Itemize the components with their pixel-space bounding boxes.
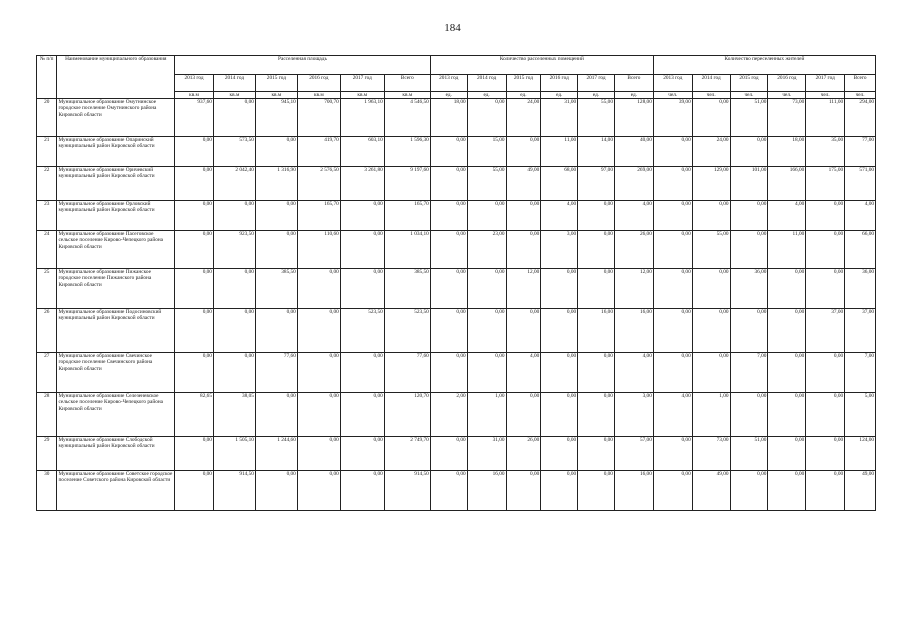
value-cell: 0,00 — [297, 353, 340, 393]
value-cell: 4,00 — [653, 393, 692, 437]
value-cell: 16,00 — [614, 471, 653, 511]
header-unit: чел. — [653, 92, 692, 99]
value-cell: 0,00 — [806, 231, 845, 269]
header-year: 2017 год — [340, 75, 384, 92]
value-cell: 0,00 — [653, 471, 692, 511]
value-cell: 55,00 — [467, 167, 506, 201]
value-cell: 4,00 — [506, 353, 541, 393]
value-cell: 0,00 — [653, 353, 692, 393]
value-cell: 18,00 — [768, 137, 806, 167]
header-unit: ед. — [541, 92, 578, 99]
value-cell: 0,00 — [430, 309, 467, 353]
value-cell: 0,00 — [430, 269, 467, 309]
value-cell: 77,60 — [384, 353, 430, 393]
row-number: 23 — [37, 201, 57, 231]
value-cell: 0,00 — [768, 471, 806, 511]
header-unit: чел. — [692, 92, 730, 99]
value-cell: 12,00 — [506, 269, 541, 309]
header-unit: кв.м — [255, 92, 297, 99]
table-row — [37, 437, 876, 471]
header-year: Всего — [614, 75, 653, 92]
header-unit: кв.м — [340, 92, 384, 99]
value-cell: 175,00 — [806, 167, 845, 201]
value-cell: 0,00 — [467, 353, 506, 393]
value-cell: 0,00 — [653, 269, 692, 309]
municipality-name: Муниципальное образование Орловский муниципальный район Кировской области — [57, 201, 175, 231]
value-cell: 5,00 — [845, 393, 876, 437]
value-cell: 385,50 — [384, 269, 430, 309]
value-cell: 101,00 — [730, 167, 768, 201]
value-cell: 57,00 — [614, 437, 653, 471]
value-cell: 0,00 — [255, 309, 297, 353]
header-unit: чел. — [806, 92, 845, 99]
value-cell: 68,00 — [541, 167, 578, 201]
value-cell: 0,00 — [255, 137, 297, 167]
value-cell: 0,00 — [175, 137, 214, 167]
value-cell: 0,00 — [430, 353, 467, 393]
row-number: 26 — [37, 309, 57, 353]
value-cell: 0,00 — [653, 201, 692, 231]
row-number: 29 — [37, 437, 57, 471]
value-cell: 914,50 — [213, 471, 255, 511]
value-cell: 0,00 — [506, 137, 541, 167]
municipality-name: Муниципальное образование Слободской муниципальный район Кировской области — [57, 437, 175, 471]
header-year: 2014 год — [213, 75, 255, 92]
value-cell: 36,00 — [730, 269, 768, 309]
municipality-name: Муниципальное образование Омутнинское городское поселение Омутнинского района Кировской области — [57, 99, 175, 137]
value-cell: 0,00 — [213, 269, 255, 309]
header-unit: ед. — [578, 92, 615, 99]
value-cell: 55,00 — [692, 231, 730, 269]
value-cell: 0,00 — [175, 231, 214, 269]
value-cell: 37,00 — [806, 309, 845, 353]
value-cell: 0,00 — [730, 393, 768, 437]
value-cell: 66,00 — [845, 231, 876, 269]
value-cell: 0,00 — [653, 309, 692, 353]
value-cell: 124,00 — [845, 437, 876, 471]
table-row — [37, 99, 876, 137]
value-cell: 0,00 — [578, 269, 615, 309]
header-unit: кв.м — [297, 92, 340, 99]
value-cell: 0,00 — [730, 309, 768, 353]
header-year: 2016 год — [768, 75, 806, 92]
value-cell: 0,00 — [541, 471, 578, 511]
header-year: 2017 год — [578, 75, 615, 92]
value-cell: 0,00 — [297, 393, 340, 437]
value-cell: 77,00 — [845, 137, 876, 167]
row-number: 25 — [37, 269, 57, 309]
value-cell: 1 505,10 — [213, 437, 255, 471]
value-cell: 1,00 — [467, 393, 506, 437]
value-cell: 0,00 — [297, 437, 340, 471]
table-row — [37, 167, 876, 201]
header-num: № п/п — [37, 56, 57, 99]
value-cell: 0,00 — [541, 269, 578, 309]
header-year: 2015 год — [730, 75, 768, 92]
value-cell: 1 963,10 — [340, 99, 384, 137]
table-row — [37, 353, 876, 393]
value-cell: 419,70 — [297, 137, 340, 167]
value-cell: 0,00 — [340, 231, 384, 269]
value-cell: 0,00 — [213, 99, 255, 137]
value-cell: 269,00 — [614, 167, 653, 201]
header-unit: кв.м — [175, 92, 214, 99]
value-cell: 0,00 — [692, 201, 730, 231]
value-cell: 128,00 — [614, 99, 653, 137]
row-number: 30 — [37, 471, 57, 511]
value-cell: 0,00 — [340, 471, 384, 511]
value-cell: 0,00 — [175, 201, 214, 231]
value-cell: 3 261,80 — [340, 167, 384, 201]
header-year: Всего — [384, 75, 430, 92]
value-cell: 0,00 — [297, 269, 340, 309]
municipality-name: Муниципальное образование Пасеговское сельское поселение Кирово-Чепецкого района Кировской области — [57, 231, 175, 269]
value-cell: 0,00 — [506, 231, 541, 269]
table-row — [37, 269, 876, 309]
value-cell: 0,00 — [806, 353, 845, 393]
value-cell: 165,70 — [297, 201, 340, 231]
value-cell: 31,00 — [467, 437, 506, 471]
table-row — [37, 201, 876, 231]
municipality-name: Муниципальное образование Пижанское городское поселение Пижанского района Кировской области — [57, 269, 175, 309]
value-cell: 51,00 — [730, 437, 768, 471]
header-unit: чел. — [768, 92, 806, 99]
header-unit: чел. — [845, 92, 876, 99]
value-cell: 0,00 — [578, 353, 615, 393]
value-cell: 4,00 — [614, 201, 653, 231]
value-cell: 0,00 — [653, 167, 692, 201]
value-cell: 0,00 — [175, 269, 214, 309]
value-cell: 0,00 — [340, 269, 384, 309]
header-area: Расселенная площадь — [175, 56, 431, 75]
header-unit: чел. — [730, 92, 768, 99]
header-year: 2013 год — [653, 75, 692, 92]
value-cell: 0,00 — [506, 201, 541, 231]
value-cell: 1 034,10 — [384, 231, 430, 269]
header-residents: Количество переселенных жителей — [653, 56, 875, 75]
value-cell: 0,00 — [806, 393, 845, 437]
value-cell: 23,00 — [467, 231, 506, 269]
value-cell: 15,00 — [467, 137, 506, 167]
value-cell: 0,00 — [578, 201, 615, 231]
value-cell: 0,00 — [430, 201, 467, 231]
value-cell: 4,00 — [614, 353, 653, 393]
value-cell: 4,00 — [845, 201, 876, 231]
table-row — [37, 309, 876, 353]
value-cell: 55,00 — [578, 99, 615, 137]
value-cell: 31,00 — [541, 99, 578, 137]
value-cell: 4 546,50 — [384, 99, 430, 137]
value-cell: 0,00 — [541, 353, 578, 393]
value-cell: 0,00 — [541, 393, 578, 437]
value-cell: 49,00 — [506, 167, 541, 201]
value-cell: 0,00 — [297, 471, 340, 511]
value-cell: 129,00 — [692, 167, 730, 201]
value-cell: 18,00 — [430, 99, 467, 137]
row-number: 22 — [37, 167, 57, 201]
table-row — [37, 393, 876, 437]
value-cell: 603,10 — [340, 137, 384, 167]
value-cell: 11,00 — [768, 231, 806, 269]
municipality-name: Муниципальное образование Оричевский муниципальный район Кировской области — [57, 167, 175, 201]
value-cell: 3,00 — [541, 231, 578, 269]
value-cell: 39,00 — [653, 99, 692, 137]
value-cell: 49,00 — [845, 471, 876, 511]
value-cell: 0,00 — [506, 309, 541, 353]
value-cell: 0,00 — [578, 231, 615, 269]
page-number: 184 — [444, 22, 461, 34]
value-cell: 0,00 — [768, 437, 806, 471]
value-cell: 0,00 — [430, 437, 467, 471]
value-cell: 26,00 — [614, 231, 653, 269]
value-cell: 385,50 — [255, 269, 297, 309]
value-cell: 0,00 — [653, 137, 692, 167]
row-number: 24 — [37, 231, 57, 269]
value-cell: 294,00 — [845, 99, 876, 137]
value-cell: 7,00 — [845, 353, 876, 393]
value-cell: 24,00 — [692, 137, 730, 167]
value-cell: 2,00 — [430, 393, 467, 437]
header-unit: ед. — [506, 92, 541, 99]
value-cell: 2 576,50 — [297, 167, 340, 201]
value-cell: 14,00 — [578, 137, 615, 167]
value-cell: 0,00 — [340, 393, 384, 437]
value-cell: 0,00 — [730, 201, 768, 231]
value-cell: 73,00 — [692, 437, 730, 471]
value-cell: 0,00 — [768, 269, 806, 309]
value-cell: 37,00 — [845, 309, 876, 353]
value-cell: 0,00 — [255, 393, 297, 437]
value-cell: 82,65 — [175, 393, 214, 437]
value-cell: 166,00 — [768, 167, 806, 201]
value-cell: 0,00 — [340, 353, 384, 393]
header-name: Наименование муниципального образования — [57, 56, 175, 99]
value-cell: 0,00 — [213, 201, 255, 231]
value-cell: 523,50 — [340, 309, 384, 353]
municipality-name: Муниципальное образование Селезеневское сельское поселение Кирово-Чепецкого района Кировской области — [57, 393, 175, 437]
value-cell: 0,00 — [467, 309, 506, 353]
value-cell: 97,00 — [578, 167, 615, 201]
value-cell: 0,00 — [806, 201, 845, 231]
value-cell: 40,00 — [614, 137, 653, 167]
value-cell: 0,00 — [578, 393, 615, 437]
value-cell: 0,00 — [467, 201, 506, 231]
municipality-name: Муниципальное образование Советское городское поселение Советского района Кировской области — [57, 471, 175, 511]
value-cell: 51,00 — [730, 99, 768, 137]
value-cell: 0,00 — [692, 309, 730, 353]
header-year: 2014 год — [692, 75, 730, 92]
value-cell: 0,00 — [506, 471, 541, 511]
value-cell: 945,10 — [255, 99, 297, 137]
header-year: Всего — [845, 75, 876, 92]
value-cell: 0,00 — [175, 437, 214, 471]
resettlement-table — [36, 55, 876, 511]
value-cell: 1 244,60 — [255, 437, 297, 471]
header-year: 2016 год — [297, 75, 340, 92]
value-cell: 0,00 — [213, 309, 255, 353]
value-cell: 0,00 — [768, 393, 806, 437]
value-cell: 110,60 — [297, 231, 340, 269]
header-unit: ед. — [430, 92, 467, 99]
value-cell: 0,00 — [692, 99, 730, 137]
value-cell: 0,00 — [175, 309, 214, 353]
value-cell: 0,00 — [806, 269, 845, 309]
value-cell: 0,00 — [541, 309, 578, 353]
value-cell: 11,00 — [541, 137, 578, 167]
value-cell: 0,00 — [213, 353, 255, 393]
value-cell: 937,60 — [175, 99, 214, 137]
value-cell: 700,70 — [297, 99, 340, 137]
header-year: 2014 год — [467, 75, 506, 92]
value-cell: 16,00 — [578, 309, 615, 353]
header-year: 2013 год — [430, 75, 467, 92]
municipality-name: Муниципальное образование Свечинское городское поселение Свечинского района Кировской области — [57, 353, 175, 393]
value-cell: 914,50 — [384, 471, 430, 511]
row-number: 27 — [37, 353, 57, 393]
value-cell: 573,50 — [213, 137, 255, 167]
value-cell: 111,00 — [806, 99, 845, 137]
header-unit: кв.м — [384, 92, 430, 99]
value-cell: 0,00 — [768, 353, 806, 393]
header-year: 2016 год — [541, 75, 578, 92]
value-cell: 0,00 — [806, 471, 845, 511]
header-year: 2013 год — [175, 75, 214, 92]
value-cell: 35,00 — [806, 137, 845, 167]
value-cell: 1 316,90 — [255, 167, 297, 201]
value-cell: 0,00 — [430, 167, 467, 201]
value-cell: 0,00 — [255, 201, 297, 231]
value-cell: 0,00 — [541, 437, 578, 471]
value-cell: 0,00 — [578, 437, 615, 471]
value-cell: 0,00 — [467, 99, 506, 137]
value-cell: 0,00 — [768, 309, 806, 353]
value-cell: 38,05 — [213, 393, 255, 437]
value-cell: 36,00 — [845, 269, 876, 309]
header-year: 2017 год — [806, 75, 845, 92]
header-year: 2015 год — [506, 75, 541, 92]
value-cell: 0,00 — [730, 471, 768, 511]
value-cell: 0,00 — [806, 437, 845, 471]
value-cell: 165,70 — [384, 201, 430, 231]
value-cell: 12,00 — [614, 269, 653, 309]
value-cell: 16,00 — [614, 309, 653, 353]
value-cell: 0,00 — [730, 137, 768, 167]
value-cell: 0,00 — [653, 437, 692, 471]
value-cell: 0,00 — [340, 437, 384, 471]
value-cell: 4,00 — [541, 201, 578, 231]
value-cell: 0,00 — [653, 231, 692, 269]
value-cell: 571,00 — [845, 167, 876, 201]
value-cell: 4,00 — [768, 201, 806, 231]
municipality-name: Муниципальное образование Опаринский муниципальный район Кировской области — [57, 137, 175, 167]
value-cell: 24,00 — [506, 99, 541, 137]
value-cell: 0,00 — [297, 309, 340, 353]
row-number: 21 — [37, 137, 57, 167]
header-unit: кв.м — [213, 92, 255, 99]
row-number: 28 — [37, 393, 57, 437]
municipality-name: Муниципальное образование Подосиновский муниципальный район Кировской области — [57, 309, 175, 353]
header-year: 2015 год — [255, 75, 297, 92]
value-cell: 0,00 — [255, 471, 297, 511]
value-cell: 1 596,30 — [384, 137, 430, 167]
value-cell: 923,50 — [213, 231, 255, 269]
value-cell: 1,00 — [692, 393, 730, 437]
header-unit: ед. — [467, 92, 506, 99]
value-cell: 0,00 — [175, 353, 214, 393]
header-unit: ед. — [614, 92, 653, 99]
value-cell: 0,00 — [430, 471, 467, 511]
value-cell: 0,00 — [467, 269, 506, 309]
table-row — [37, 137, 876, 167]
value-cell: 3,00 — [614, 393, 653, 437]
value-cell: 26,00 — [506, 437, 541, 471]
table-row — [37, 471, 876, 511]
table-row — [37, 231, 876, 269]
value-cell: 523,50 — [384, 309, 430, 353]
value-cell: 0,00 — [578, 471, 615, 511]
value-cell: 0,00 — [175, 167, 214, 201]
value-cell: 0,00 — [175, 471, 214, 511]
value-cell: 0,00 — [730, 231, 768, 269]
value-cell: 0,00 — [430, 137, 467, 167]
value-cell: 2 042,40 — [213, 167, 255, 201]
row-number: 20 — [37, 99, 57, 137]
value-cell: 2 749,70 — [384, 437, 430, 471]
value-cell: 77,60 — [255, 353, 297, 393]
value-cell: 0,00 — [506, 393, 541, 437]
value-cell: 0,00 — [340, 201, 384, 231]
header-rooms: Количество расселенных помещений — [430, 56, 653, 75]
value-cell: 73,00 — [768, 99, 806, 137]
value-cell: 7,00 — [730, 353, 768, 393]
value-cell: 0,00 — [430, 231, 467, 269]
value-cell: 49,00 — [692, 471, 730, 511]
value-cell: 9 197,60 — [384, 167, 430, 201]
value-cell: 0,00 — [692, 269, 730, 309]
value-cell: 16,00 — [467, 471, 506, 511]
value-cell: 0,00 — [255, 231, 297, 269]
value-cell: 120,70 — [384, 393, 430, 437]
value-cell: 0,00 — [692, 353, 730, 393]
